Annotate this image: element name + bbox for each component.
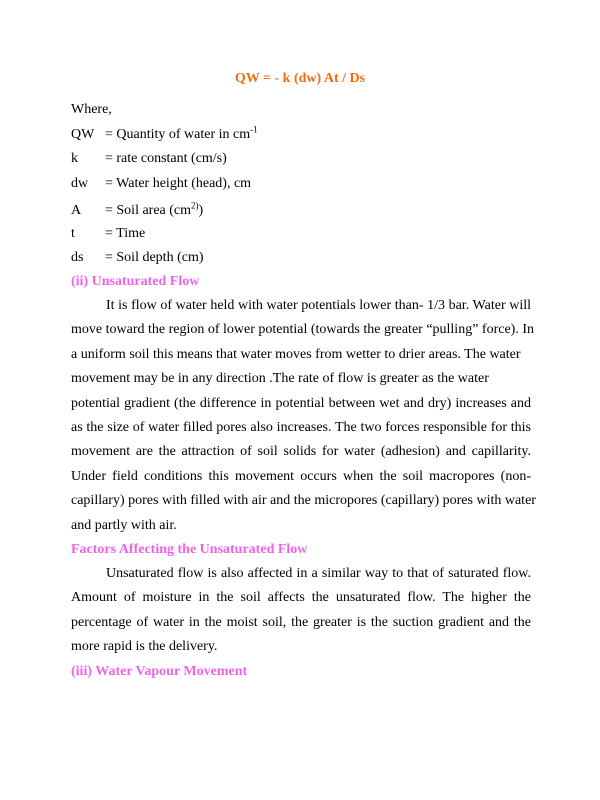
- definition-text: = Quantity of water in cm: [105, 127, 251, 142]
- definition-symbol: k: [71, 151, 78, 166]
- paragraph-line: It is flow of water held with water potentials lower than- 1/3 bar. Water will: [106, 298, 531, 313]
- definition-ds: [71, 250, 204, 266]
- definition-symbol: QW: [71, 127, 95, 142]
- definition-text: = Water height (head), cm: [105, 176, 252, 191]
- paragraph-line: move toward the region of lower potential (towards the greater “pulling” force). In: [71, 322, 534, 338]
- paragraph-line: capillary) pores with filled with air and the micropores (capillary) pores with water: [71, 493, 536, 509]
- definition-symbol: t: [71, 226, 75, 241]
- paragraph-line: movement are the attraction of soil solids for water (adhesion) and capillarity.: [71, 444, 531, 460]
- definition-symbol: ds: [71, 250, 84, 265]
- definition-text: = Soil area (cm: [105, 203, 192, 218]
- paragraph-factors: [71, 562, 531, 660]
- definition-superscript: 2): [191, 200, 199, 211]
- paragraph-line: potential gradient (the difference in potential between wet and dry) increases and: [71, 395, 531, 411]
- definition-symbol: dw: [71, 176, 89, 191]
- formula-title: QW = - k (dw) At / Ds: [234, 71, 366, 86]
- definition-text: = rate constant (cm/s): [105, 151, 227, 166]
- definition-dw: [71, 176, 251, 192]
- where-label: Where,: [71, 102, 112, 117]
- definition-qw: [71, 124, 258, 143]
- paragraph-unsaturated-flow: [71, 294, 536, 538]
- section-heading-unsaturated-flow: (ii) Unsaturated Flow: [71, 274, 200, 289]
- paragraph-line: Amount of moisture in the soil affects the unsaturated flow. The higher the: [71, 590, 531, 606]
- section-heading-water-vapour: (iii) Water Vapour Movement: [71, 664, 248, 679]
- definition-superscript: -1: [250, 124, 258, 135]
- definition-t: [71, 226, 145, 242]
- definition-text: = Soil depth (cm): [105, 250, 204, 265]
- definition-k: [71, 151, 227, 167]
- paragraph-line: a uniform soil this means that water moves from wetter to drier areas. The water: [71, 346, 521, 362]
- paragraph-line: as the size of water filled pores also increases. The two forces responsible for this: [71, 420, 531, 436]
- paragraph-line: movement may be in any direction .The rate of flow is greater as the water: [71, 371, 489, 387]
- paragraph-line: and partly with air.: [71, 517, 177, 533]
- definition-symbol: A: [71, 203, 82, 218]
- definition-a: [71, 200, 204, 219]
- paragraph-line: Under field conditions this movement occurs when the soil macropores (non-: [71, 468, 531, 484]
- paragraph-line: Unsaturated flow is also affected in a similar way to that of saturated flow.: [106, 566, 531, 581]
- definition-text: = Time: [105, 226, 146, 241]
- paragraph-line: percentage of water in the moist soil, the greater is the suction gradient and the: [71, 614, 531, 630]
- section-heading-factors: Factors Affecting the Unsaturated Flow: [71, 542, 308, 557]
- paragraph-line: more rapid is the delivery.: [71, 639, 218, 655]
- definition-suffix: ): [198, 203, 204, 218]
